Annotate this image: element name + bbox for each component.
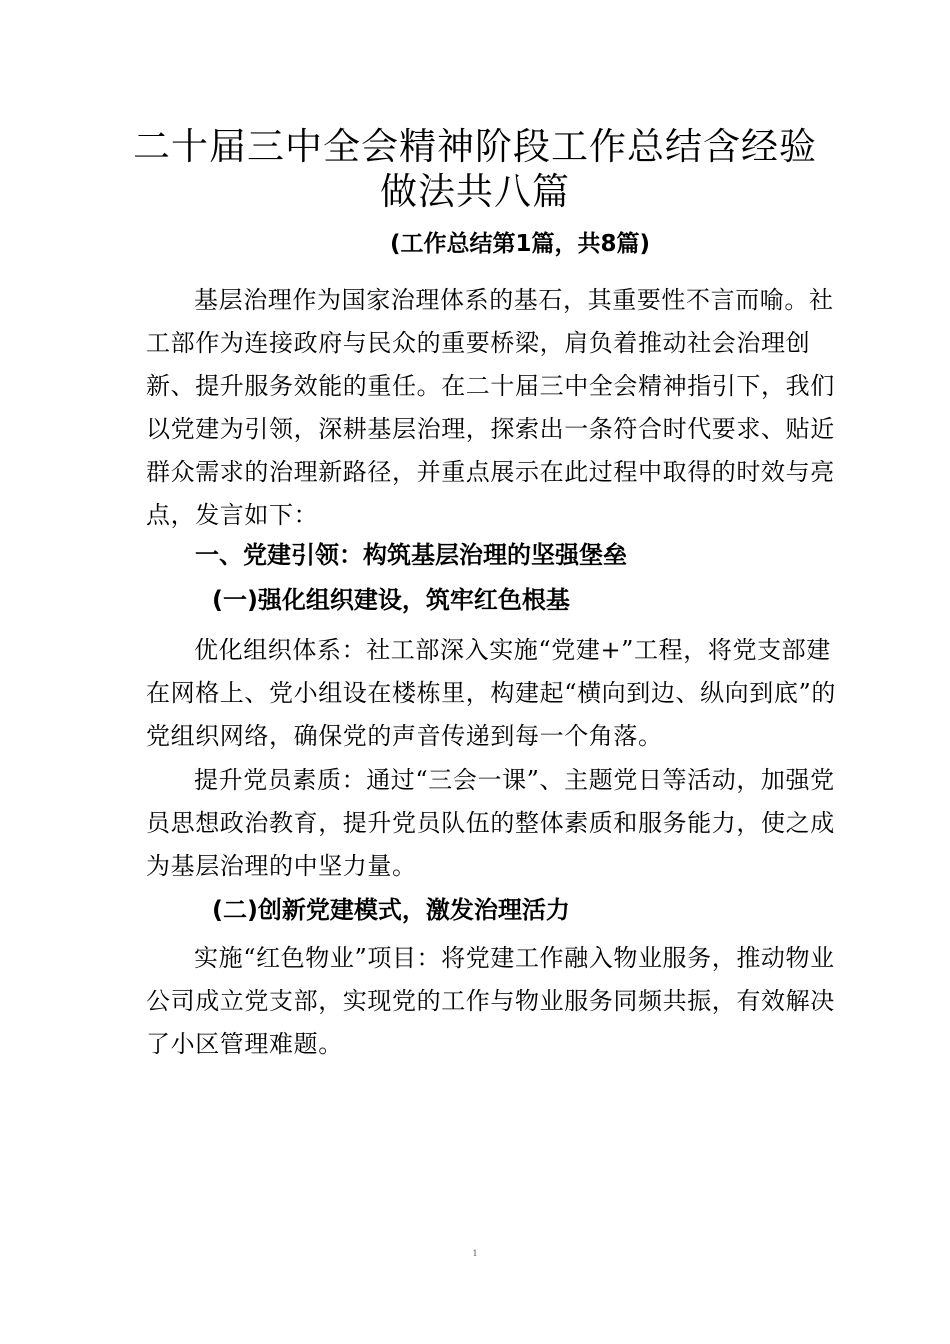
section-heading-1: 一、党建引领：构筑基层治理的坚强堡垒: [195, 541, 627, 569]
subsection-heading-2: (二)创新党建模式，激发治理活力: [212, 896, 570, 924]
paragraph-organization-system: 优化组织体系：社工部深入实施“党建+”工程，将党支部建在网格上、党小组设在楼栋里，构建起“横向到边、纵向到底”的党组织网络，确保党的声音传递到每一个角落。: [146, 636, 836, 750]
document-title-line-2: 做法共八篇: [380, 170, 570, 213]
intro-paragraph: 基层治理作为国家治理体系的基石，其重要性不言而喻。社工部作为连接政府与民众的重要桥梁，肩负着推动社会治理创新、提升服务效能的重任。在二十届三中全会精神指引下，我们以党建为引领，深耕基层治理，探索出一条符合时代要求、贴近群众需求的治理新路径，并重点展示在此过程中取得的时效与亮点，发言如下：: [146, 286, 835, 529]
document-title-line-1: 二十届三中全会精神阶段工作总结含经验: [133, 125, 817, 168]
document-subtitle: (工作总结第1篇，共8篇): [390, 231, 651, 257]
subsection-heading-1: (一)强化组织建设，筑牢红色根基: [212, 586, 570, 614]
paragraph-red-property: 实施“红色物业”项目：将党建工作融入物业服务，推动物业公司成立党支部，实现党的工作与物业服务同频共振，有效解决了小区管理难题。: [146, 944, 835, 1058]
paragraph-member-quality: 提升党员素质：通过“三会一课”、主题党日等活动，加强党员思想政治教育，提升党员队伍的整体素质和服务能力，使之成为基层治理的中坚力量。: [146, 766, 835, 880]
page-number: 1: [472, 1249, 478, 1258]
